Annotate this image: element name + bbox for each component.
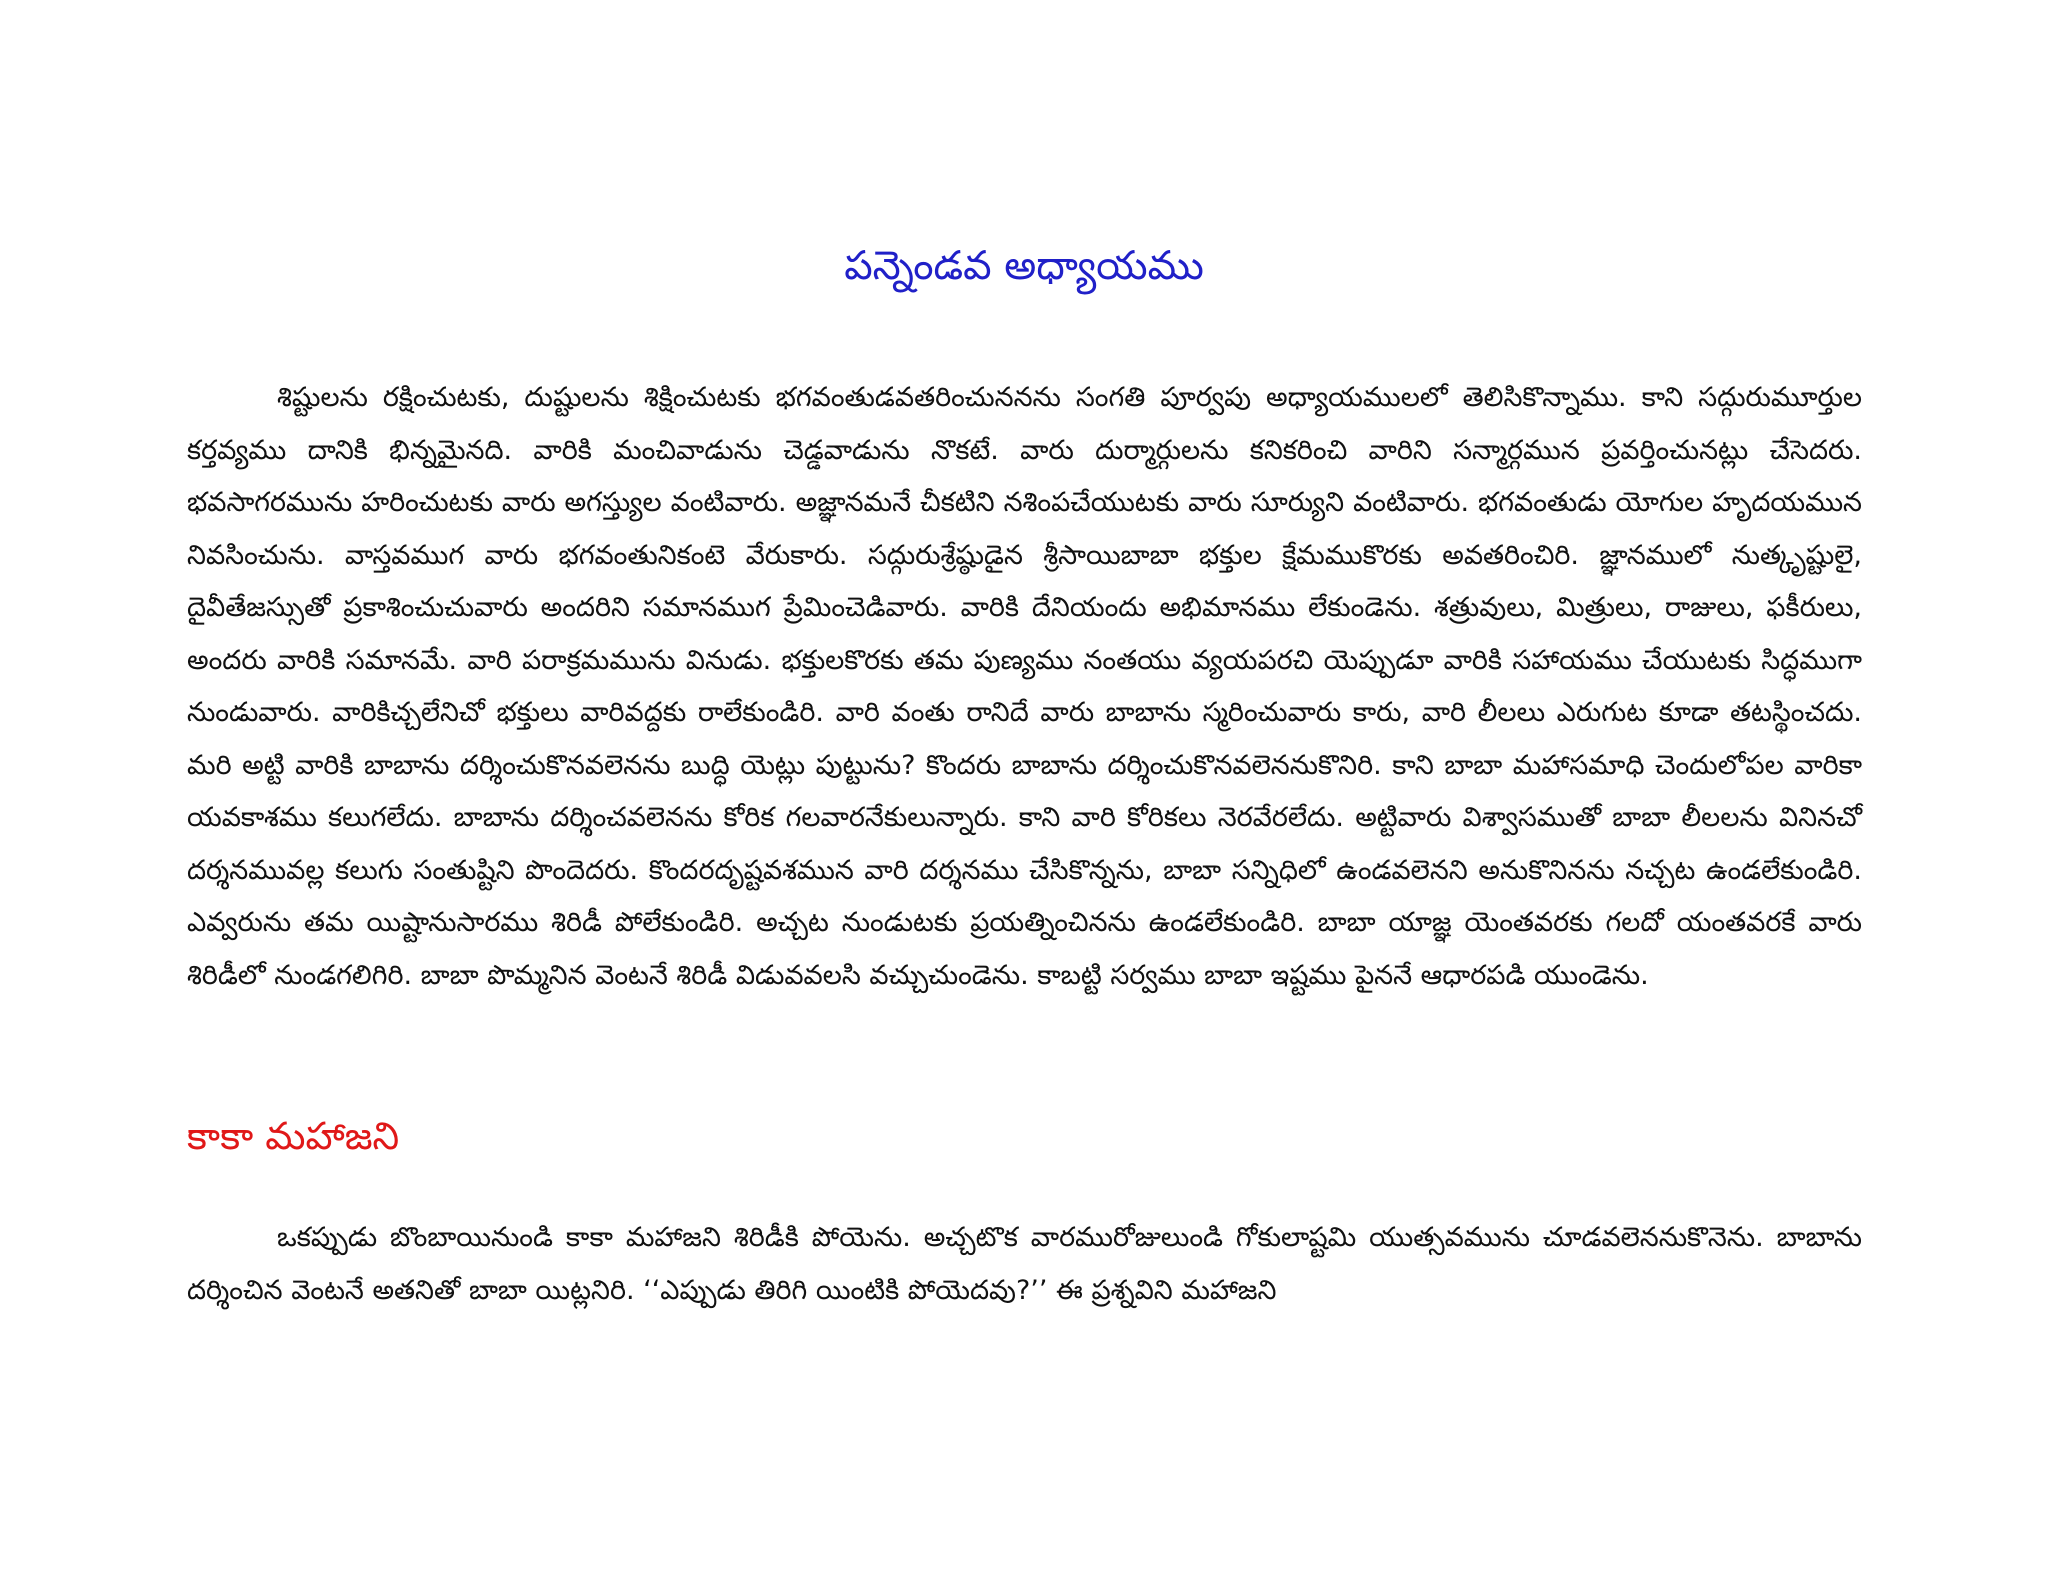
chapter-title: పన్నెండవ అధ్యాయము (844, 243, 1204, 289)
body-paragraph: ఒకప్పుడు బొంబాయినుండి కాకా మహాజని శిరిడీకి పోయెను. అచ్చటొక వారమురోజులుండి గోకులాష్టమి యుత్సవమును చూడవలెననుకొనెను. బాబాను దర్శించిన వెంటనే అతనితో బాబా యిట్లనిరి. ‘‘ఎప్పుడు తిరిగి యింటికి పోయెదవు?’’ ఈ ప్రశ్నవిని మహాజని (187, 1222, 1862, 1306)
section-heading: కాకా మహాజని (187, 1114, 400, 1158)
body-paragraph: శిష్టులను రక్షించుటకు, దుష్టులను శిక్షించుటకు భగవంతుడవతరించుననను సంగతి పూర్వపు అధ్యాయములలో తెలిసికొన్నాము. కాని సద్గురుమూర్తుల కర్తవ్యము దానికి భిన్నమైనది. వారికి మంచివాడును చెడ్డవాడును నొకటే. వారు దుర్మార్గులను కనికరించి వారిని సన్మార్గమున ప్రవర్తించునట్లు చేసెదరు. భవసాగరమును హరించుటకు వారు అగస్త్యుల వంటివారు. అజ్ఞానమనే చీకటిని నశింపచేయుటకు వారు సూర్యుని వంటివారు. భగవంతుడు యోగుల హృదయమున నివసించును. వాస్తవముగ వారు భగవంతునికంటె వేరుకారు. సద్గురుశ్రేష్ఠుడైన శ్రీసాయిబాబా భక్తుల క్షేమముకొరకు అవతరించిరి. జ్ఞానములో నుత్కృష్టులై, దైవీతేజస్సుతో ప్రకాశించుచువారు అందరిని సమానముగ ప్రేమించెడివారు. వారికి దేనియందు అభిమానము లేకుండెను. శత్రువులు, మిత్రులు, రాజులు, ఫకీరులు, అందరు వారికి సమానమే. వారి పరాక్రమమును వినుడు. భక్తులకొరకు తమ పుణ్యము నంతయు వ్యయపరచి యెప్పుడూ వారికి సహాయము చేయుటకు సిద్ధముగా నుండువారు. వారికిచ్చలేనిచో భక్తులు వారివద్దకు రాలేకుండిరి. వారి వంతు రానిదే వారు బాబాను స్మరించువారు కారు, వారి లీలలు ఎరుగుట కూడా తటస్థించదు. మరి అట్టి వారికి బాబాను దర్శించుకొనవలెనను బుద్ధి యెట్లు పుట్టును? కొందరు బాబాను దర్శించుకొనవలెననుకొనిరి. కాని బాబా మహాసమాధి చెందులోపల వారికా యవకాశము కలుగలేదు. బాబాను దర్శించవలెనను కోరిక గలవారనేకులున్నారు. కాని వారి కోరికలు నెరవేరలేదు. అట్టివారు విశ్వాసముతో బాబా లీలలను వినినచో దర్శనమువల్ల కలుగు సంతుష్టిని పొందెదరు. కొందరదృష్టవశమున వారి దర్శనము చేసికొన్నను, బాబా సన్నిధిలో ఉండవలెనని అనుకొనినను నచ్చట ఉండలేకుండిరి. ఎవ్వరును తమ యిష్టానుసారము శిరిడీ పోలేకుండిరి. అచ్చట నుండుటకు ప్రయత్నించినను ఉండలేకుండిరి. బాబా యాజ్ఞ యెంతవరకు గలదో యంతవరకే వారు శిరిడీలో నుండగలిగిరి. బాబా పొమ్మనిన వెంటనే శిరిడీ విడువవలసి వచ్చుచుండెను. కాబట్టి సర్వము బాబా ఇష్టము పైననే ఆధారపడి యుండెను. (187, 382, 1862, 991)
